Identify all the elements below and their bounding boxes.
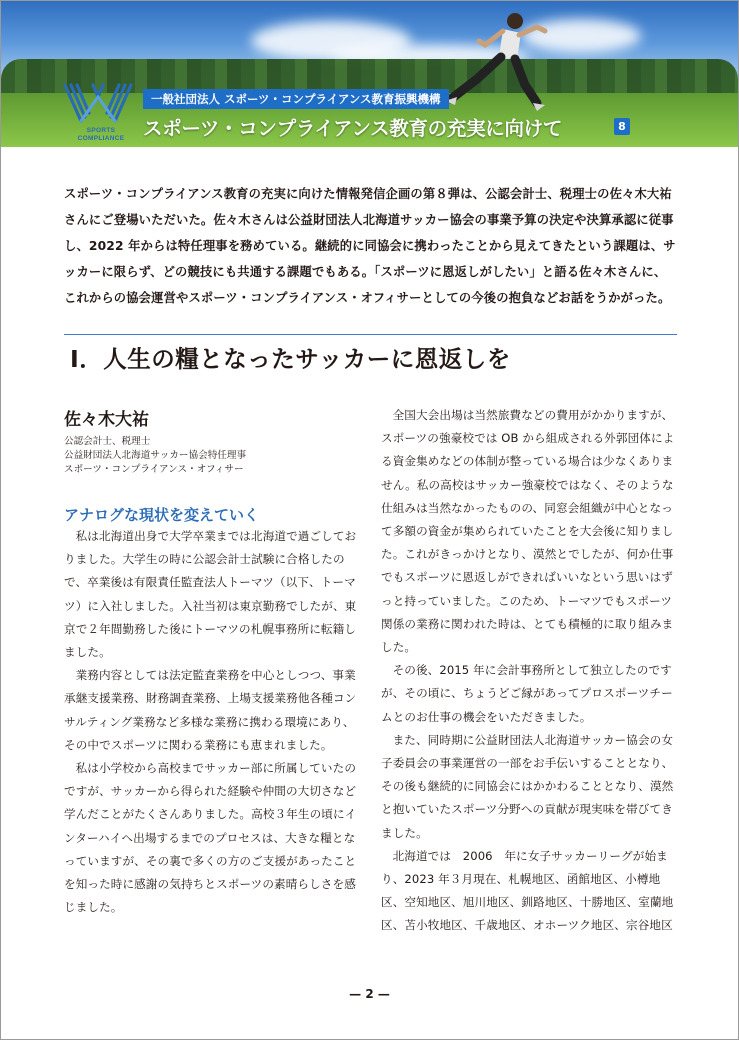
author-affiliations — [64, 435, 246, 477]
header-banner — [1, 1, 738, 147]
author-affiliation: スポーツ・コンプライアンス・オフィサー — [64, 464, 244, 475]
body-paragraph: 業務内容としては法定監査業務を中心としつつ、事業承継支援業務、財務調査業務、上場支援業務他各種コンサルティング業務など多様な業務に携わる環境にあり、その中でスポーツに関わる業務にも恵まれました。 — [64, 668, 357, 752]
logo-wordmark: SPORTS COMPLIANCE — [77, 127, 125, 142]
author-affiliation: 公益財団法人北海道サッカー協会特任理事 — [64, 450, 247, 461]
body-column-left — [64, 525, 360, 919]
lead-paragraph: スポーツ・コンプライアンス教育の充実に向けた情報発信企画の第８弾は、公認会計士、税理士の佐々木大祐さんにご登場いただいた。佐々木さんは公益財団法人北海道サッカー協会の事業予算の決定や決算承認に従事し、2022 年からは特任理事を務めている。継続的に同協会に携わったことから見えてきたという課題は、サッカーに限らず、どの競技にも共通する課題でもある。「スポーツに恩返しがしたい」と語る佐々木さんに、これからの協会運営やスポーツ・コンプライアンス・オフィサーとしての今後の抱負などお話をうかがった。 — [64, 187, 676, 305]
section-divider — [64, 334, 677, 335]
body-paragraph: その後、2015 年に会計事務所として独立したのですが、その頃に、ちょうどご縁があってプロスポーツチームとのお仕事の機会をいただきました。 — [381, 663, 673, 724]
subheading: アナログな現状を変えていく — [64, 506, 260, 524]
body-column-right — [381, 404, 679, 938]
author-affiliation: 公認会計士、税理士 — [64, 436, 151, 447]
body-paragraph: 私は北海道出身で大学卒業までは北海道で過ごしておりました。大学生の時に公認会計士試験に合格したので、卒業後は有限責任監査法人トーマツ（以下、トーマツ）に入社しました。入社当初は東京勤務でしたが、東京で２年間勤務した後にトーマツの札幌事務所に転籍しました。 — [64, 529, 357, 660]
body-paragraph: 北海道では 2006 年に女子サッカーリーグが始まり、2023 年３月現在、札幌地区、函館地区、小樽地区、空知地区、旭川地区、釧路地区、十勝地区、室蘭地区、苫小牧地区、千歳地区、オホーツク地区、宗谷地区 — [381, 848, 674, 933]
body-paragraph: 私は小学校から高校までサッカー部に所属していたのですが、サッカーから得られた経験や仲間の大切さなど学んだことがたくさんありました。高校３年生の頃にインターハイへ出場するまでのプロセスは、大きな糧となっていますが、その裏で多くの方のご支援があったことを知った時に感謝の気持ちとスポーツの素晴らしさを感じました。 — [64, 761, 357, 915]
organization-tag: 一般社団法人 スポーツ・コンプライアンス教育振興機構 — [143, 89, 449, 109]
page-number: — 2 — — [349, 987, 390, 1001]
series-number-badge: 8 — [614, 118, 630, 135]
body-paragraph: また、同時期に公益財団法人北海道サッカー協会の女子委員会の事業運営の一部をお手伝いすることとなり、その後も継続的に同協会にはかかわることとなり、漠然と抱いていたスポーツ分野への貢献が現実味を帯びてきました。 — [381, 732, 674, 840]
runner-figure — [433, 7, 553, 117]
section-title: Ⅰ．人生の糧となったサッカーに恩返しを — [70, 345, 511, 373]
author-name: 佐々木大祐 — [64, 410, 149, 430]
series-title: スポーツ・コンプライアンス教育の充実に向けて — [143, 117, 563, 140]
body-paragraph: 全国大会出場は当然旅費などの費用がかかりますが、スポーツの強豪校では OB から組成される外郭団体による資金集めなどの体制が整っている場合は少なくありません。私の高校はサッカー強豪校ではなく、そのような仕組みは当然なかったものの、同窓会組織が中心となって多額の資金が集められていたことを大会後に知りました。これがきっかけとなり、漠然とでしたが、何か仕事でもスポーツに恩返しができればいいなという思いはずっと持っていました。このため、トーマツでもスポーツ関係の業務に関われた時は、とても積極的に取り組みました。 — [381, 408, 675, 655]
